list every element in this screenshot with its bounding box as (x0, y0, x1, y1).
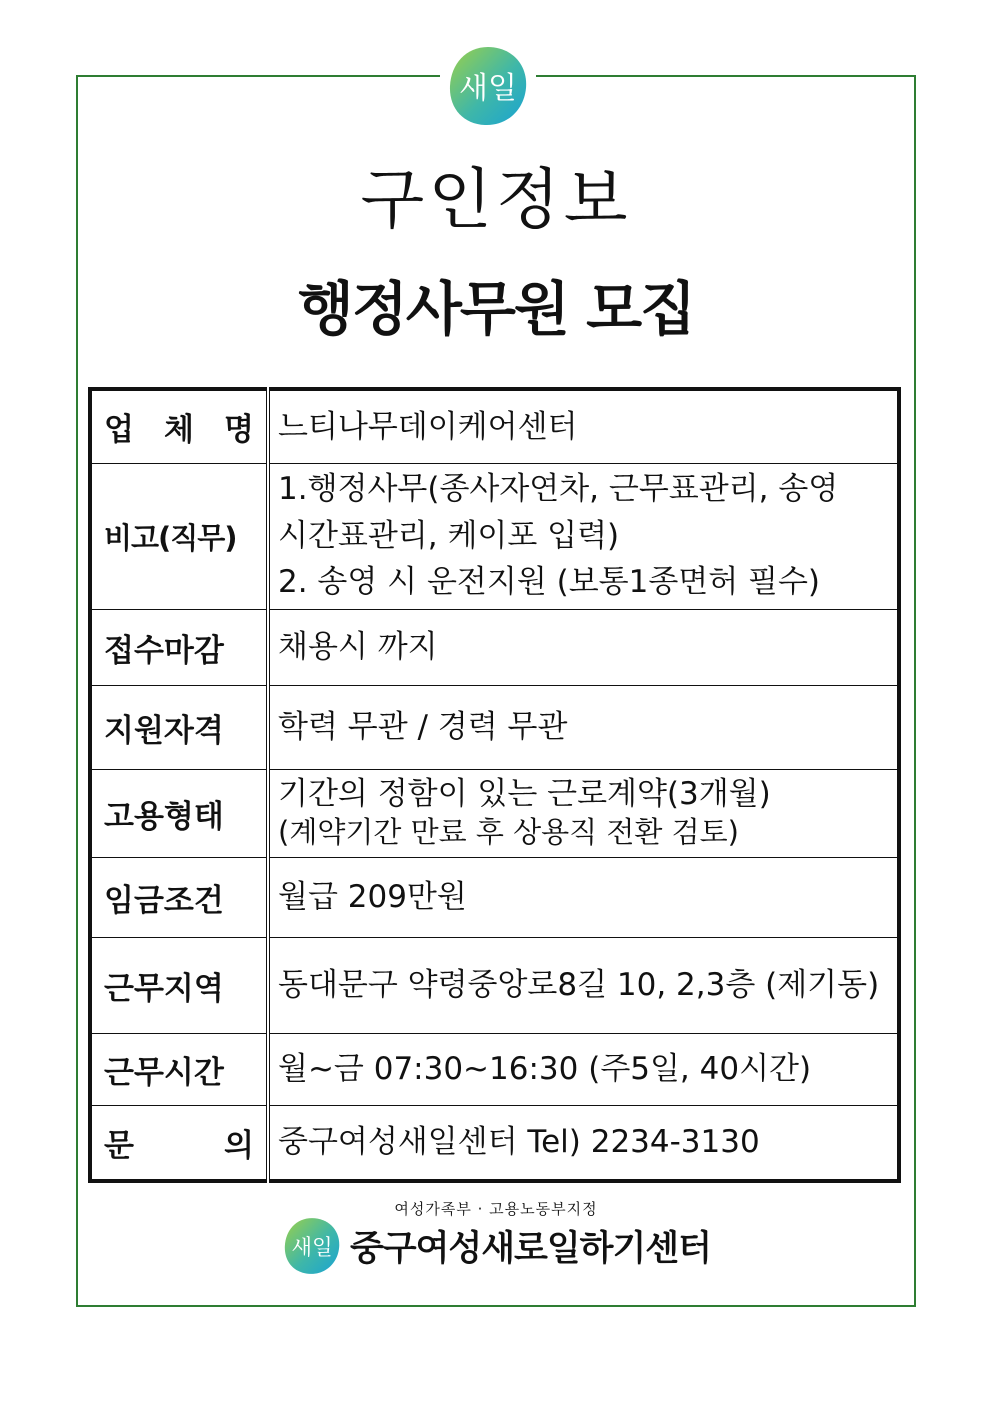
table-row (90, 609, 899, 685)
row-label: 지원자격 (90, 685, 268, 769)
job-info-table (88, 387, 901, 1183)
row-value: 월~금 07:30~16:30 (주5일, 40시간) (268, 1033, 899, 1105)
table-row (90, 685, 899, 769)
row-label: 임금조건 (90, 857, 268, 937)
row-value: 느티나무데이케어센터 (268, 389, 899, 463)
table-row (90, 1033, 899, 1105)
row-value: 기간의 정함이 있는 근로계약(3개월) (계약기간 만료 후 상용직 전환 검토) (268, 769, 899, 857)
table-row (90, 937, 899, 1033)
row-value: 중구여성새일센터 Tel) 2234-3130 (268, 1105, 899, 1181)
saeil-logo-icon (445, 44, 531, 128)
table-row (90, 769, 899, 857)
row-value: 학력 무관 / 경력 무관 (268, 685, 899, 769)
row-value: 동대문구 약령중앙로8길 10, 2,3층 (제기동) (268, 937, 899, 1033)
row-value: 1.행정사무(종사자연차, 근무표관리, 송영 시간표관리, 케이포 입력) 2. 송영 시 운전지원 (보통1종면허 필수) (268, 463, 899, 609)
row-label: 비고(직무) (90, 463, 268, 609)
table-row (90, 1105, 899, 1181)
table-row (90, 857, 899, 937)
center-name: 중구여성새로일하기센터 (350, 1229, 711, 1269)
row-value: 월급 209만원 (268, 857, 899, 937)
table-row (90, 389, 899, 463)
row-label: 근무시간 (90, 1033, 268, 1105)
row-label: 근무지역 (90, 937, 268, 1033)
footer-designation: 여성가족부 · 고용노동부지정 (394, 1200, 598, 1218)
page-title: 구인정보 (360, 161, 632, 238)
svg-text:새일: 새일 (291, 1235, 333, 1261)
row-label: 업 체 명 (90, 389, 268, 463)
row-label: 고용형태 (90, 769, 268, 857)
table-row (90, 463, 899, 609)
job-title: 행정사무원 모집 (297, 275, 695, 343)
saeil-logo-top (440, 42, 536, 130)
saeil-logo-icon (280, 1216, 344, 1276)
row-label: 문 의 (90, 1105, 268, 1181)
svg-text:새일: 새일 (459, 71, 517, 106)
footer-brand (280, 1216, 711, 1276)
row-label: 접수마감 (90, 609, 268, 685)
row-value: 채용시 까지 (268, 609, 899, 685)
